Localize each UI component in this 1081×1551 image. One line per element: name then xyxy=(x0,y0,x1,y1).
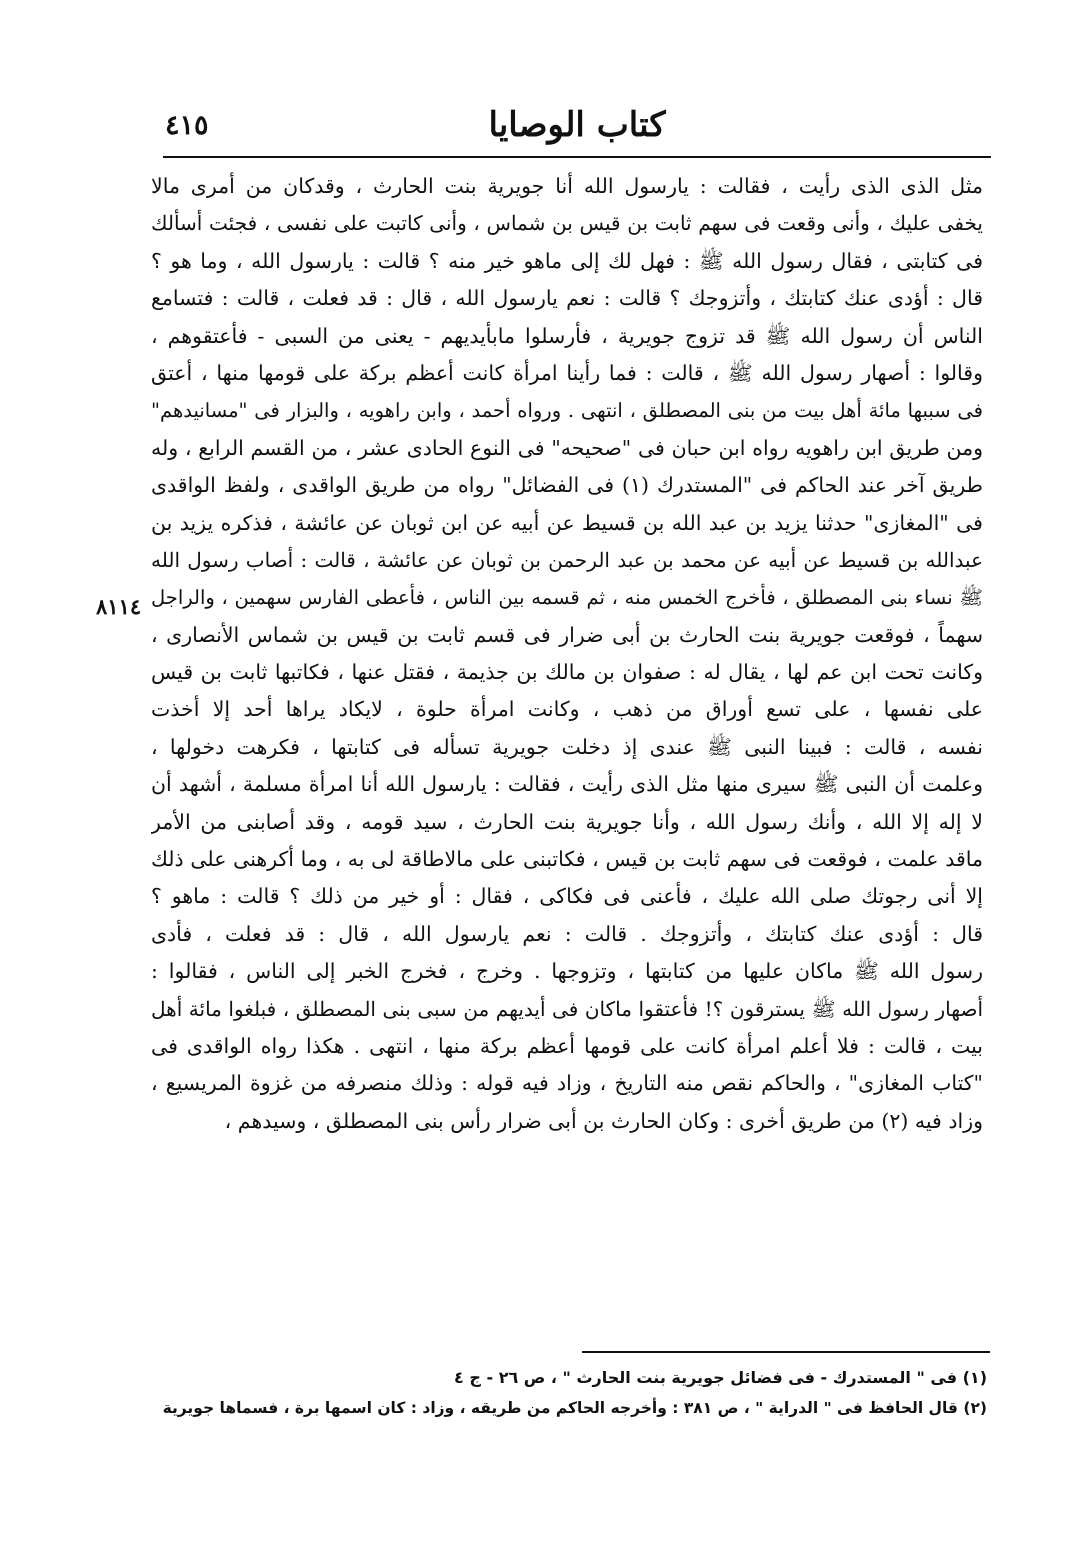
text-line: يخفى عليك ، وأنى وقعت فى سهم ثابت بن قيس بن شماس ، وأنى كاتبت على نفسى ، فجئت أسألك xyxy=(151,211,983,236)
footnote: (١) فى " المستدرك - فى فضائل جويرية بنت الحارث " ، ص ٢٦ - ج ٤ xyxy=(454,1368,987,1387)
text-line: وقالوا : أصهار رسول الله ﷺ ، قالت : فما رأينا امرأة كانت أعظم بركة على قومها منها ، أعتق xyxy=(151,360,983,385)
text-line: سهماً ، فوقعت جويرية بنت الحارث بن أبى ضرار فى قسم ثابت بن قيس بن شماس الأنصارى ، xyxy=(151,622,983,647)
footnote-divider xyxy=(582,1351,990,1353)
text-line: فى "المغازى" حدثنا يزيد بن عبد الله بن قسيط عن أبيه عن ابن ثوبان عن عائشة ، فذكره يزيد بن xyxy=(151,510,983,535)
text-line: فى كتابتى ، فقال رسول الله ﷺ : فهل لك إلى ماهو خير منه ؟ قالت : يارسول الله ، وما هو ؟ xyxy=(151,248,983,273)
text-line: ومن طريق ابن راهويه رواه ابن حبان فى "صحيحه" فى النوع الحادى عشر ، من القسم الرابع ، وله xyxy=(151,435,983,460)
hadith-reference-number: ٨١١٤ xyxy=(96,594,142,619)
text-line: قال : أؤدى عنك كتابتك ، وأتزوجك ؟ قالت : نعم يارسول الله ، قال : قد فعلت ، قالت : فتسامع xyxy=(151,286,983,311)
chapter-title: كتاب الوصايا xyxy=(488,105,666,145)
text-line: وعلمت أن النبى ﷺ سيرى منها مثل الذى رأيت ، فقالت : يارسول الله أنا امرأة مسلمة ، أشهد أن xyxy=(151,772,983,797)
footnotes xyxy=(147,1363,987,1423)
page-number: ٤١٥ xyxy=(165,110,209,141)
text-line: ماقد علمت ، فوقعت فى سهم ثابت بن قيس ، فكاتبنى على مالاطاقة لى به ، وما أكرهنى على ذلك xyxy=(151,847,983,872)
text-line: عبدالله بن قسيط عن أبيه عن محمد بن عبد الرحمن بن ثوبان عن عائشة ، قالت : أصاب رسول الله xyxy=(151,547,983,572)
text-line: رسول الله ﷺ ماكان عليها من كتابتها ، وتزوجها . وخرج ، فخرج الخبر إلى الناس ، فقالوا : xyxy=(151,959,983,984)
text-line: ﷺ نساء بنى المصطلق ، فأخرج الخمس منه ، ثم قسمه بين الناس ، فأعطى الفارس سهمين ، والراجل xyxy=(151,586,983,610)
text-line: وكانت تحت ابن عم لها ، يقال له : صفوان بن مالك بن جذيمة ، فقتل عنها ، فكاتبها ثابت بن قيس xyxy=(151,660,983,685)
text-line: مثل الذى الذى رأيت ، فقالت : يارسول الله أنا جويرية بنت الحارث ، وقدكان من أمرى مالا xyxy=(151,174,983,198)
text-line: الناس أن رسول الله ﷺ قد تزوج جويرية ، فأرسلوا مابأيديهم - يعنى من السبى - فأعتقوهم ، xyxy=(151,323,983,348)
text-line: إلا أنى رجوتك صلى الله عليك ، فأعنى فى فكاكى ، فقال : أو خير من ذلك ؟ قالت : ماهو ؟ xyxy=(151,884,983,909)
text-line: على نفسها ، على تسع أوراق من ذهب ، وكانت امرأة حلوة ، لايكاد يراها أحد إلا أخذت xyxy=(151,697,983,722)
text-line: "كتاب المغازى" ، والحاكم نقص منه التاريخ ، وزاد فيه قوله : وذلك منصرفه من غزوة المريسيع ، xyxy=(151,1071,983,1096)
text-line: أصهار رسول الله ﷺ يسترقون ؟! فأعتقوا ماكان فى أيديهم من سبى بنى المصطلق ، فبلغوا مائة أهل xyxy=(151,996,983,1021)
text-line: فى سببها مائة أهل بيت من بنى المصطلق ، انتهى . ورواه أحمد ، وابن راهويه ، والبزار فى "مسانيدهم" xyxy=(151,399,983,423)
page-header xyxy=(165,100,989,156)
text-line: طريق آخر عند الحاكم فى "المستدرك (١) فى الفضائل" رواه من طريق الواقدى ، ولفظ الواقدى xyxy=(151,473,983,498)
body-text xyxy=(151,168,983,1140)
header-divider xyxy=(163,156,991,158)
text-line: بيت ، قالت : فلا أعلم امرأة كانت على قومها أعظم بركة منها ، انتهى . هكذا رواه الواقدى فى xyxy=(151,1033,983,1058)
text-line: قال : أؤدى عنك كتابتك ، وأتزوجك . قالت : نعم يارسول الله ، قال : قد فعلت ، فأدى xyxy=(151,921,983,946)
text-line: وزاد فيه (٢) من طريق أخرى : وكان الحارث بن أبى ضرار رأس بنى المصطلق ، وسيدهم ، xyxy=(224,1108,983,1133)
text-line: نفسه ، قالت : فبينا النبى ﷺ عندى إذ دخلت جويرية تسأله فى كتابتها ، فكرهت دخولها ، xyxy=(151,734,983,759)
footnote: (٢) قال الحافظ فى " الدراية " ، ص ٣٨١ : وأخرجه الحاكم من طريقه ، وزاد : كان اسمها برة ، فسماها جويرية xyxy=(162,1399,987,1417)
text-line: لا إله إلا الله ، وأنك رسول الله ، وأنا جويرية بنت الحارث ، سيد قومه ، وقد أصابنى من الأمر xyxy=(151,809,983,834)
